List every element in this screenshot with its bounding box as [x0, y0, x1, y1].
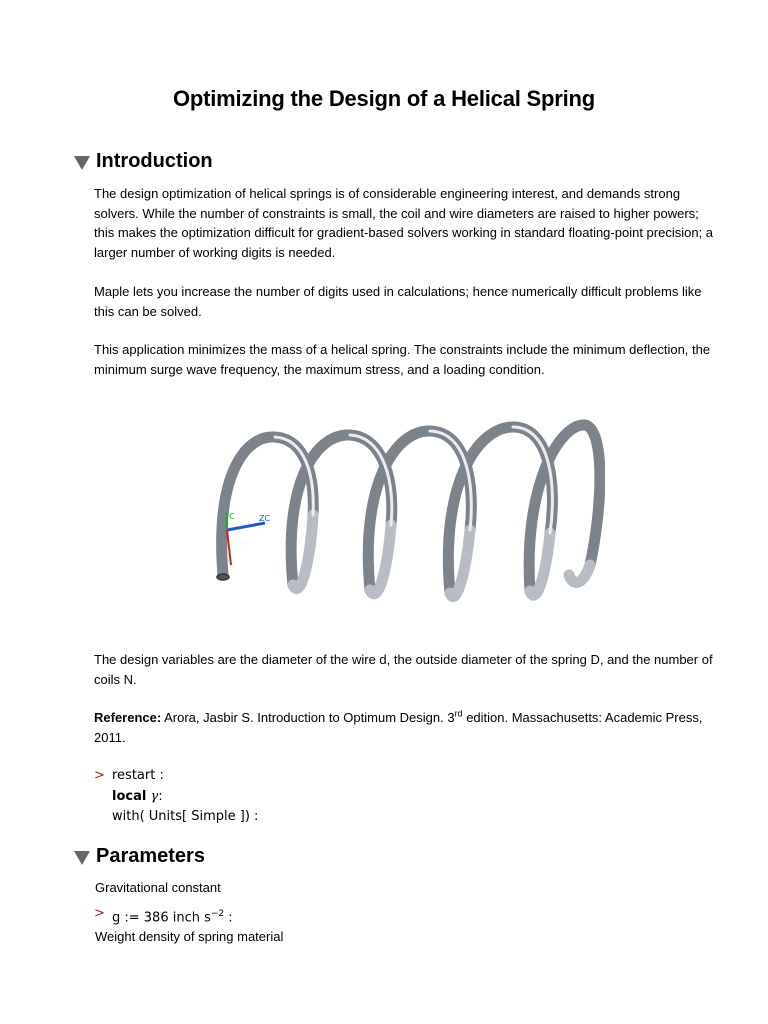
code-gravity-end: :: [224, 910, 233, 926]
label-gravitational-constant: Gravitational constant: [95, 880, 221, 895]
intro-paragraph-2: Maple lets you increase the number of digits used in calculations; hence numerically difficult problems like this can be solved.: [94, 284, 702, 319]
helical-spring-image: [205, 415, 605, 620]
reference-paragraph: [94, 708, 714, 747]
section-heading-parameters: Parameters: [96, 845, 205, 867]
code-block-gravity[interactable]: [94, 904, 394, 926]
collapse-triangle-icon[interactable]: [74, 851, 90, 865]
axis-label-zc: ZC: [259, 514, 271, 523]
collapse-triangle-icon[interactable]: [74, 156, 90, 170]
code-gravity-exponent: −2: [210, 909, 225, 919]
reference-text-b: edition. Massachusetts: Academic Press, 2011.: [94, 710, 703, 745]
section-heading-introduction: Introduction: [96, 150, 213, 172]
code-block-setup[interactable]: [94, 766, 394, 830]
code-line-local[interactable]: [112, 787, 163, 807]
intro-paragraph-4: The design variables are the diameter of the wire d, the outside diameter of the spring D, and the number of coils N.: [94, 652, 713, 687]
intro-paragraph-1: The design optimization of helical springs is of considerable engineering interest, and demands strong solvers. While the number of constraints is small, the coil and wire diameters are raised to higher powers; this makes the optimization difficult for gradient-based solvers working in standard floating-point precision; a larger number of working digits is needed.: [94, 186, 714, 260]
code-symbol-gamma: γ: [150, 789, 159, 804]
code-line-local-end: :: [158, 789, 163, 804]
reference-text-a: Arora, Jasbir S. Introduction to Optimum Design. 3: [161, 710, 455, 725]
code-line-restart[interactable]: restart :: [112, 768, 164, 783]
intro-paragraph-3: This application minimizes the mass of a helical spring. The constraints include the minimum deflection, the minimum surge wave frequency, the maximum stress, and a loading condition.: [94, 342, 711, 377]
code-keyword-local: local: [112, 789, 147, 804]
axis-label-yc: C: [229, 512, 235, 521]
reference-label: Reference:: [94, 710, 162, 725]
code-gravity-lhs: g := 386 inch s: [112, 910, 211, 926]
reference-superscript: rd: [454, 708, 463, 719]
code-line-with-units[interactable]: with( Units[ Simple ]) :: [112, 809, 259, 824]
label-weight-density: Weight density of spring material: [95, 929, 284, 944]
code-line-gravity[interactable]: [112, 904, 233, 928]
section-introduction-toggle[interactable]: [74, 150, 213, 173]
execution-prompt[interactable]: >: [94, 768, 105, 783]
page-title: Optimizing the Design of a Helical Spring: [172, 86, 596, 111]
execution-prompt[interactable]: >: [94, 906, 105, 921]
section-parameters-toggle[interactable]: [74, 845, 205, 868]
